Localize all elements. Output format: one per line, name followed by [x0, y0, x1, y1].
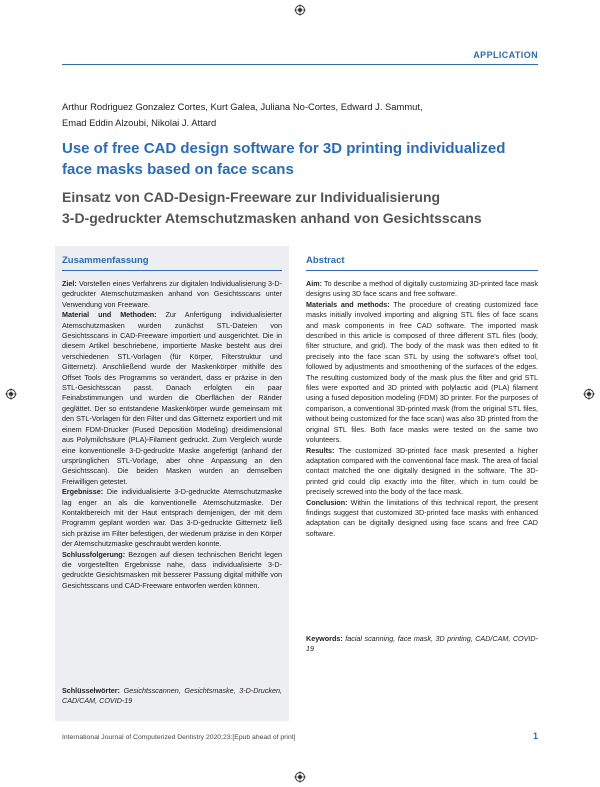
methods-label: Materials and methods: — [306, 299, 390, 309]
keywords-label: Schlüsselwörter: — [62, 686, 120, 695]
schluss-label: Schlussfolgerung: — [62, 549, 126, 559]
title-line: 3-D-gedruckter Atemschutzmasken anhand von Gesichtsscans — [62, 210, 482, 226]
aim-label: Aim: — [306, 279, 322, 288]
keywords — [306, 634, 538, 655]
authors-line: Arthur Rodriguez Gonzalez Cortes, Kurt Galea, Juliana No-Cortes, Edward J. Sammut, — [62, 101, 423, 112]
ziel-text: Vorstellen eines Verfahrens zur digitalen Individualisierung 3-D-gedruckter Atemschutzmasken anhand von Gesichtsscans unter Verwendung von Freeware. — [62, 279, 282, 309]
keywords-label: Keywords: — [306, 634, 343, 643]
abstract-heading: Abstract — [306, 255, 345, 266]
header-rule — [62, 64, 538, 65]
ergebnisse-text: Die individualisierte 3-D-gedruckte Atemschutzmaske lag enger an als die konventionelle Atemschutzmaske. Der Kontaktbereich mit der Haut entsprach demjenigen, der mit dem Programm geplant worden war. Das 3-D-gedruckte Gitternetz ließ sich präzise im Filter befestigen, der wiederum präzise in den Körper der Atemschutzmaske geschraubt werden konnte. — [62, 487, 282, 549]
ziel-label: Ziel: — [62, 279, 77, 288]
registration-mark-icon — [583, 388, 595, 400]
column-rule — [62, 270, 282, 271]
results-label: Results: — [306, 445, 335, 455]
authors-line: Emad Eddin Alzoubi, Nikolai J. Attard — [62, 117, 217, 128]
article-title-german — [62, 187, 542, 229]
title-line: Einsatz von CAD-Design-Freeware zur Individualisierung — [62, 189, 441, 205]
author-list — [62, 99, 542, 131]
conclusion-text: Within the limitations of this technical report, the present findings suggest that customized 3D-printed face masks with enhanced adaptation can be digitally designed using face scans and free CAD software. — [306, 497, 538, 538]
column-rule — [306, 270, 538, 271]
methoden-text: Zur Anfertigung individualisierter Atemschutzmasken wurden zunächst STL-Dateien von Gesichtsscans in CAD-Freeware importiert und ausgerichtet. Die in diesem Artikel beschriebene, importierte Maske besteht aus drei verschiedenen STL-Vorlagen (für Körper, Filterstruktur und Gitternetz). Anschließend wurde der Maskenkörper mithilfe des Offset Tools des Programms so verändert, dass er präzise in den STL-Gesichtsscan passt. Danach erfolgten ein paar Feinabstimmungen und wurden die Oberflächen der Ränder geglättet. Der so entstandene Maskenkörper wurde gemeinsam mit den STL-Vorlagen für den Filter und das Gitternetz exportiert und mit einem FDM-Drucker (Fused Deposition Modeling) dreidimensional aus Polymilchsäure (PLA)-Filament gedruckt. Zum Vergleich wurde eine konventionelle 3-D-gedruckte Maske angefertigt (anhand der ursprünglichen STL-Vorlage, aber ohne Anpassung an den Gesichtsscan). Die beiden Masken wurden an demselben Freiwilligen getestet. — [62, 310, 282, 486]
abstract-body — [306, 279, 538, 539]
conclusion-label: Conclusion: — [306, 497, 348, 507]
aim-text: To describe a method of digitally customizing 3D-printed face mask designs using 3D face scans and free software. — [306, 279, 538, 299]
methoden-label: Material und Methoden: — [62, 310, 157, 320]
methods-text: The procedure of creating customized face masks initially involved importing and aligning STL files of face scans and mask components in free CAD software. The imported mask described in this article is composed of three different STL files (body, filter structure, and grid). The body of the mask was then edited to fit precisely into the face scan STL by using the software's offset tool, followed by adjustments and smoothening of the surfaces of the edges. The resulting customized body of the mask plus the filter and grid STL files were exported and 3D printed with polylactic acid (PLA) filament using a fused deposition modeling (FDM) 3D printer. For the purposes of comparison, a conventional 3D-printed mask (from the original STL files, without being customized for the face scan) was also 3D printed from the original STL files. Both face masks were tested on the same two volunteers. — [306, 299, 538, 445]
keywords-text: Gesichtsscannen, Gesichtsmaske, 3-D-Drucken, CAD/CAM, COVID-19 — [62, 686, 282, 706]
schluss-text: Bezogen auf diesen technischen Bericht legen die vorgestellten Ergebnisse nahe, dass individualisierte 3-D-gedruckte Gesichtsmasken mit besserer Passung digital mithilfe von Gesichtsscans und CAD-Freeware entworfen werden können. — [62, 549, 282, 590]
page-number: 1 — [532, 731, 538, 741]
ergebnisse-label: Ergebnisse: — [62, 487, 104, 497]
schluesselwoerter — [62, 686, 282, 707]
registration-mark-icon — [294, 771, 306, 783]
title-line: Use of free CAD design software for 3D printing individualized — [62, 140, 506, 157]
registration-mark-icon — [294, 4, 306, 16]
zusammenfassung-body — [62, 279, 282, 591]
article-title-english — [62, 138, 542, 180]
zusammenfassung-heading: Zusammenfassung — [62, 255, 149, 266]
journal-footer: International Journal of Computerized Dentistry 2020;23:[Epub ahead of print] — [62, 734, 296, 741]
keywords-text: facial scanning, face mask, 3D printing, CAD/CAM, COVID-19 — [306, 634, 538, 654]
registration-mark-icon — [5, 388, 17, 400]
section-tag: APPLICATION — [473, 50, 538, 60]
title-line: face masks based on face scans — [62, 161, 294, 178]
results-text: The customized 3D-printed face mask presented a higher adaptation compared with the conventional face mask. The area of facial contact matched the one digitally designed in the software. The 3D-printed grid could clip exactly into the filter, which in turn could be precisely screwed into the body of the face mask. — [306, 445, 538, 497]
